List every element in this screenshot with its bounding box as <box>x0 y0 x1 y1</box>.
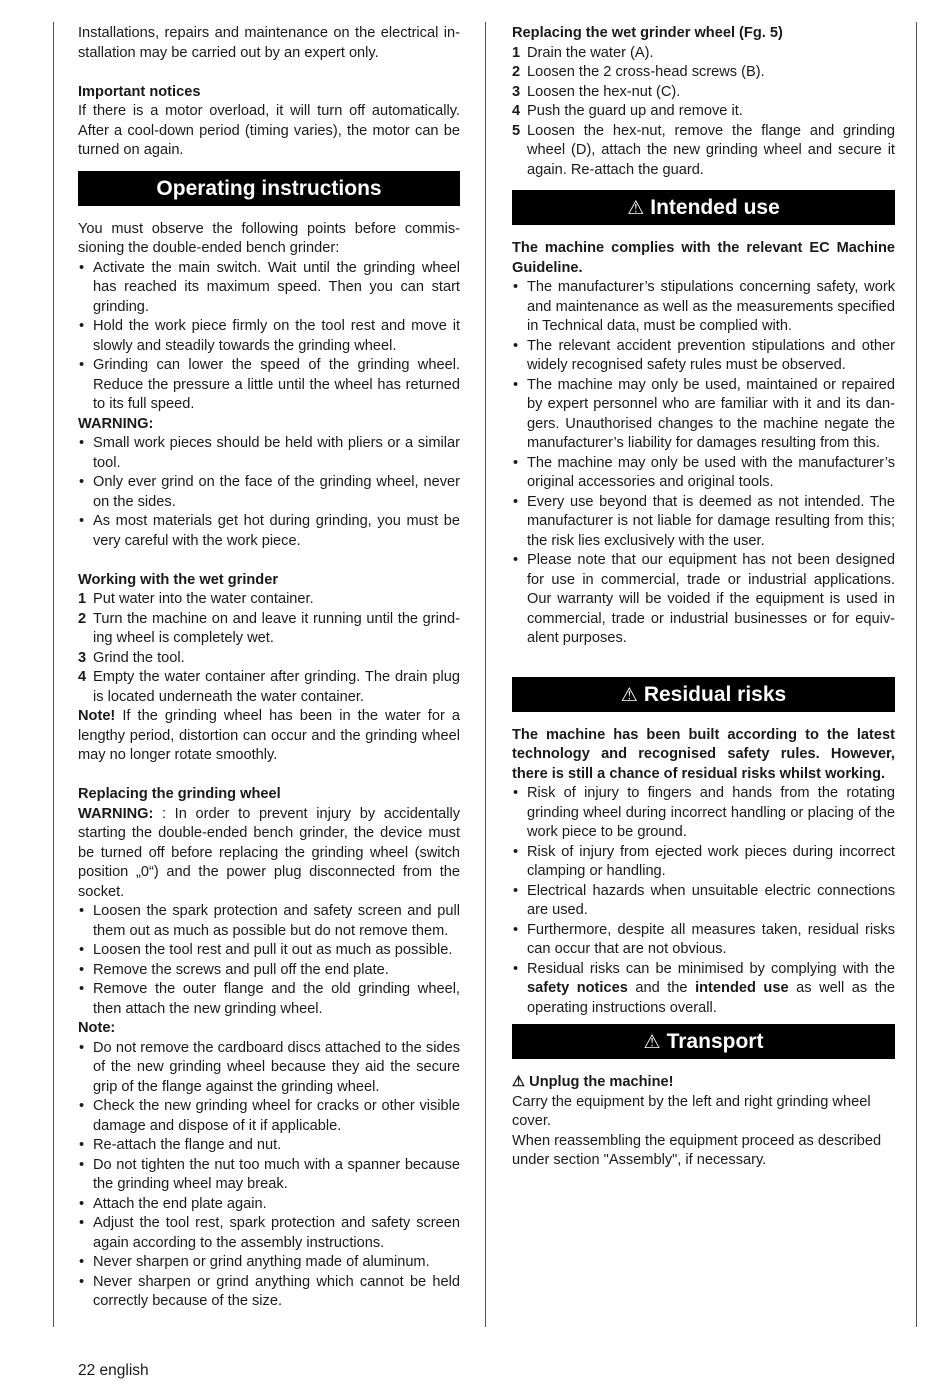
replace-warning-label: WARNING: <box>78 805 154 822</box>
operating-instructions-banner <box>78 171 460 206</box>
step-item: 1 Put water into the water container. <box>78 591 314 607</box>
warning-triangle-icon: ⚠ <box>643 1032 661 1053</box>
note-label: Note: <box>78 1020 116 1036</box>
list-item: • Grinding can lower the speed of the grinding wheel. Reduce the pressure a little until the wheel has returned to its full speed. <box>78 356 460 415</box>
wet-note-label: Note! <box>78 708 116 724</box>
note-list <box>78 1039 460 1312</box>
list-item: • Do not remove the cardboard discs attached to the sides of the new grinding wheel because they aid the secure grip of the flange against the grinding wheel. <box>78 1039 460 1098</box>
column-rule-left <box>53 22 54 1327</box>
wet-grinder-steps <box>78 590 460 707</box>
residual-lead: The machine has been built according to the latest technology and recognised safety rules. However, there is still a chance of residual risks whilst working. <box>512 726 895 782</box>
warning-triangle-icon: ⚠ <box>620 684 638 706</box>
intro-paragraph: Installations, repairs and maintenance on the electrical installation may be carried out by an expert only. <box>78 25 460 61</box>
list-item: • Electrical hazards when unsuitable electric connections are used. <box>512 882 895 921</box>
intended-use-banner <box>512 190 895 225</box>
wet-note <box>78 707 460 766</box>
list-item: • Adjust the tool rest, spark protection and safety screen again according to the assembly instructions. <box>78 1214 460 1253</box>
residual-list <box>512 784 895 1018</box>
replace-warning-text: : In order to prevent injury by accidentally starting the double-ended bench grinder, the device must be turned off before replacing the grinding wheel (switch position „0“) and the power plug disconnected from the socket. <box>78 805 460 900</box>
column-rule-middle <box>485 22 486 1327</box>
list-item: • Only ever grind on the face of the grinding wheel, never on the sides. <box>78 473 460 512</box>
warning-label: WARNING: <box>78 415 154 432</box>
list-item: • As most materials get hot during grinding, you must be very careful with the work piece. <box>78 512 460 551</box>
operating-intro: You must observe the following points before commissioning the double-ended bench grinder: <box>78 220 460 256</box>
replace-heading: Replacing the grinding wheel <box>78 786 281 802</box>
operating-instructions-title: Operating instructions <box>156 176 382 200</box>
left-column <box>78 24 460 1312</box>
unplug-heading: ⚠ Unplug the machine! <box>512 1074 674 1090</box>
list-item: • Hold the work piece firmly on the tool rest and move it slowly and steadily towards the grinding wheel. <box>78 317 460 356</box>
list-item: • Never sharpen or grind anything which cannot be held correctly because of the size. <box>78 1273 460 1312</box>
list-item: • Never sharpen or grind anything made of aluminum. <box>78 1253 460 1273</box>
step-item: 4 Empty the water container after grinding. The drain plug is located underneath the water container. <box>78 669 460 705</box>
list-item: • Attach the end plate again. <box>78 1195 460 1215</box>
transport-title: Transport <box>666 1030 764 1053</box>
step-item: 4 Push the guard up and remove it. <box>512 103 743 119</box>
warning-triangle-icon: ⚠ <box>627 198 645 219</box>
intended-list <box>512 278 895 649</box>
residual-risks-banner <box>512 677 895 712</box>
step-item: 2 Loosen the 2 cross-head screws (B). <box>512 64 765 80</box>
list-item: • Check the new grinding wheel for cracks or other visible damage and dispose of it if applicable. <box>78 1097 460 1136</box>
intended-use-title: Intended use <box>650 196 780 219</box>
wet-note-text: If the grinding wheel has been in the water for a lengthy period, distortion can occur and the grinding wheel may no longer rotate smoothly. <box>78 708 460 763</box>
list-item: • Risk of injury to fingers and hands from the rotating grinding wheel during incorrect handling or placing of the work piece to be ground. <box>512 784 895 843</box>
replace-list <box>78 902 460 1019</box>
important-heading: Important notices <box>78 83 201 100</box>
list-item: • Furthermore, despite all measures taken, residual risks can occur that are not obvious. <box>512 921 895 960</box>
list-item: • Risk of injury from ejected work pieces during incorrect clamping or handling. <box>512 843 895 882</box>
important-text: If there is a motor overload, it will turn off automatically. After a cool-down period (timing varies), the motor can be turned on again. <box>78 103 460 158</box>
column-rule-right <box>916 22 917 1327</box>
list-item: • The machine may only be used, maintained or repaired by expert personnel who are familiar with it and its dangers. Unauthorised changes to the machine negate the manufacturer’s liability for damages resulting from this. <box>512 376 895 454</box>
warning-triangle-icon: ⚠ <box>512 1074 526 1090</box>
list-item: • Every use beyond that is deemed as not intended. The manufacturer is not liable for damage resulting from this; the risk lies exclusively with the user. <box>512 493 895 552</box>
list-item: • Remove the screws and pull off the end plate. <box>78 961 460 981</box>
step-item: 3 Loosen the hex-nut (C). <box>512 83 681 100</box>
transport-text: Carry the equipment by the left and right grinding wheel cover. <box>512 1093 871 1129</box>
residual-risks-title: Residual risks <box>643 682 787 706</box>
operating-list <box>78 259 460 415</box>
page-footer: 22 english <box>78 1362 149 1379</box>
list-item: • Activate the main switch. Wait until the grinding wheel has reached its maximum speed. Then you can start grinding. <box>78 259 460 318</box>
wet-grinder-heading: Working with the wet grinder <box>78 571 278 588</box>
wet-wheel-steps <box>512 44 895 181</box>
list-item: • Residual risks can be minimised by complying with the safety notices and the intended use as well as the operating instructions overall. <box>512 960 895 1019</box>
list-item: • Remove the outer flange and the old grinding wheel, then attach the new grinding wheel. <box>78 980 460 1019</box>
list-item: • The machine may only be used with the manufacturer’s original accessories and original tools. <box>512 454 895 493</box>
wet-wheel-heading: Replacing the wet grinder wheel (Fg. 5) <box>512 25 783 41</box>
right-column <box>512 24 895 1171</box>
list-item: • Loosen the tool rest and pull it out as much as possible. <box>78 941 460 961</box>
list-item: • The manufacturer’s stipulations concerning safety, work and maintenance as well as the measurements specified in Technical data, must be complied with. <box>512 278 895 337</box>
list-item: • Small work pieces should be held with pliers or a similar tool. <box>78 434 460 473</box>
step-item: 1 Drain the water (A). <box>512 44 654 61</box>
step-item: 5 Loosen the hex-nut, remove the flange and grinding wheel (D), attach the new grinding wheel and secure it again. Re-attach the guard. <box>512 122 895 178</box>
replace-warning <box>78 805 460 903</box>
list-item: • The relevant accident prevention stipulations and other widely recognised safety rules must be observed. <box>512 337 895 376</box>
transport-text: When reassembling the equipment proceed as described under section "Assembly", if necessary. <box>512 1132 882 1168</box>
transport-banner <box>512 1024 895 1059</box>
list-item: • Do not tighten the nut too much with a spanner because the grinding wheel may break. <box>78 1156 460 1195</box>
step-item: 2 Turn the machine on and leave it running until the grinding wheel is completely wet. <box>78 610 460 646</box>
intended-lead: The machine complies with the relevant EC Machine Guideline. <box>512 240 895 276</box>
list-item: • Please note that our equipment has not been designed for use in commercial, trade or industrial applications. Our warranty will be voided if the equipment is used in commercial, trade or industrial businesses or for equivalent purposes. <box>512 551 895 649</box>
warning-list <box>78 434 460 551</box>
list-item: • Loosen the spark protection and safety screen and pull them out as much as possible but do not remove them. <box>78 902 460 941</box>
list-item: • Re-attach the flange and nut. <box>78 1136 460 1156</box>
step-item: 3 Grind the tool. <box>78 649 185 666</box>
